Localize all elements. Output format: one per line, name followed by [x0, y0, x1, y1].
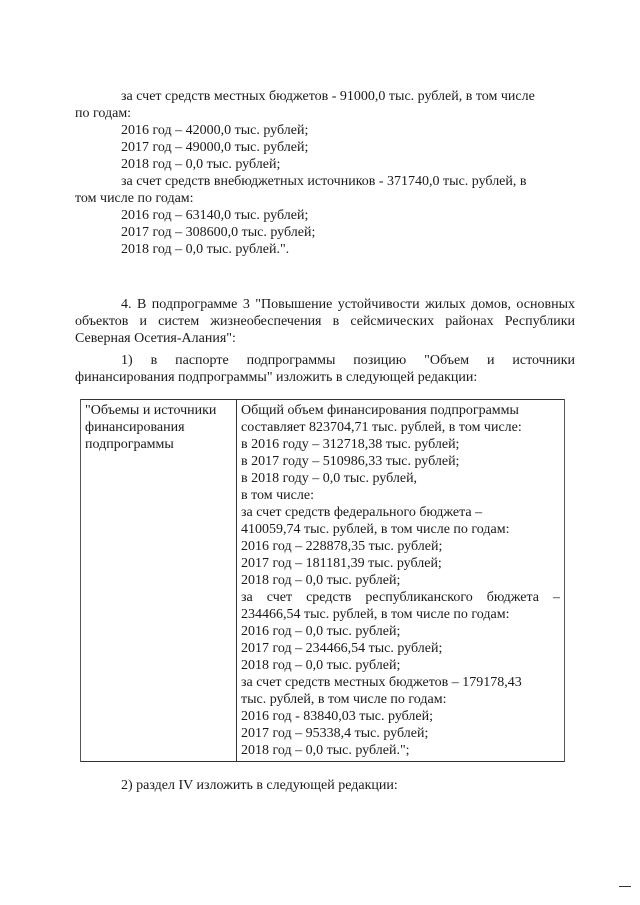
- local-2016: 2016 год – 42000,0 тыс. рублей;: [121, 123, 309, 138]
- right-cell-line: в 2017 году – 510986,33 тыс. рублей;: [241, 454, 460, 469]
- right-cell-line: за счет средств местных бюджетов – 179178,43: [241, 675, 522, 690]
- local-2017: 2017 год – 49000,0 тыс. рублей;: [121, 140, 309, 155]
- right-cell-line: в 2016 году – 312718,38 тыс. рублей;: [241, 437, 460, 452]
- page-corner-mark: [619, 886, 631, 887]
- right-cell-line: в 2018 году – 0,0 тыс. рублей,: [241, 471, 418, 486]
- right-cell-line: Общий объем финансирования подпрограммы: [241, 403, 519, 418]
- local-budget-line-cont: по годам:: [75, 106, 132, 121]
- table-left-cell: [81, 400, 237, 762]
- right-cell-line: за счет средств республиканского бюджета –: [241, 590, 560, 605]
- funding-local-and-offbudget: [75, 88, 575, 258]
- item-2: 2) раздел IV изложить в следующей редакции:: [121, 778, 398, 793]
- offbudget-line-cont: том числе по годам:: [75, 191, 194, 206]
- offbudget-2017: 2017 год – 308600,0 тыс. рублей;: [121, 225, 316, 240]
- right-cell-line: 2017 год – 95338,4 тыс. рублей;: [241, 726, 429, 741]
- right-cell-line: 410059,74 тыс. рублей, в том числе по годам:: [241, 522, 510, 537]
- offbudget-2018: 2018 год – 0,0 тыс. рублей.".: [121, 242, 290, 257]
- financing-table: [80, 399, 565, 762]
- section-4: [75, 296, 575, 347]
- right-cell-line: 2018 год – 0,0 тыс. рублей;: [241, 658, 401, 673]
- right-cell-line: составляет 823704,71 тыс. рублей, в том числе:: [241, 420, 522, 435]
- local-budget-line: за счет средств местных бюджетов - 91000,0 тыс. рублей, в том числе: [121, 89, 535, 104]
- right-cell-line: 2016 год - 83840,03 тыс. рублей;: [241, 709, 434, 724]
- item-1-text: 1) в паспорте подпрограммы позицию "Объем и источники финансирования подпрограммы" изложить в следующей редакции:: [75, 353, 575, 385]
- right-cell-line: 2017 год – 181181,39 тыс. рублей;: [241, 556, 442, 571]
- right-cell-line: 2016 год – 228878,35 тыс. рублей;: [241, 539, 443, 554]
- item-1: [75, 352, 575, 386]
- local-2018: 2018 год – 0,0 тыс. рублей;: [121, 157, 281, 172]
- section-4-text: 4. В подпрограмме 3 "Повышение устойчивости жилых домов, основных объектов и систем жизнеобеспечения в сейсмических районах Республики Северная Осетия-Алания":: [75, 297, 575, 346]
- table-row: [81, 400, 565, 762]
- table-right-cell: [237, 400, 565, 762]
- left-cell-line: финансирования: [85, 420, 185, 435]
- right-cell-line: 2018 год – 0,0 тыс. рублей.";: [241, 743, 410, 758]
- offbudget-line: за счет средств внебюджетных источников - 371740,0 тыс. рублей, в: [121, 174, 527, 189]
- right-cell-line: 2017 год – 234466,54 тыс. рублей;: [241, 641, 443, 656]
- right-cell-line: 2018 год – 0,0 тыс. рублей;: [241, 573, 401, 588]
- left-cell-line: подпрограммы: [85, 437, 174, 452]
- right-cell-line: в том числе:: [241, 488, 314, 503]
- left-cell-line: "Объемы и источники: [85, 403, 217, 418]
- right-cell-line: за счет средств федерального бюджета –: [241, 505, 483, 520]
- right-cell-line: 234466,54 тыс. рублей, в том числе по годам:: [241, 607, 510, 622]
- right-cell-line: тыс. рублей, в том числе по годам:: [241, 692, 447, 707]
- offbudget-2016: 2016 год – 63140,0 тыс. рублей;: [121, 208, 309, 223]
- right-cell-line: 2016 год – 0,0 тыс. рублей;: [241, 624, 401, 639]
